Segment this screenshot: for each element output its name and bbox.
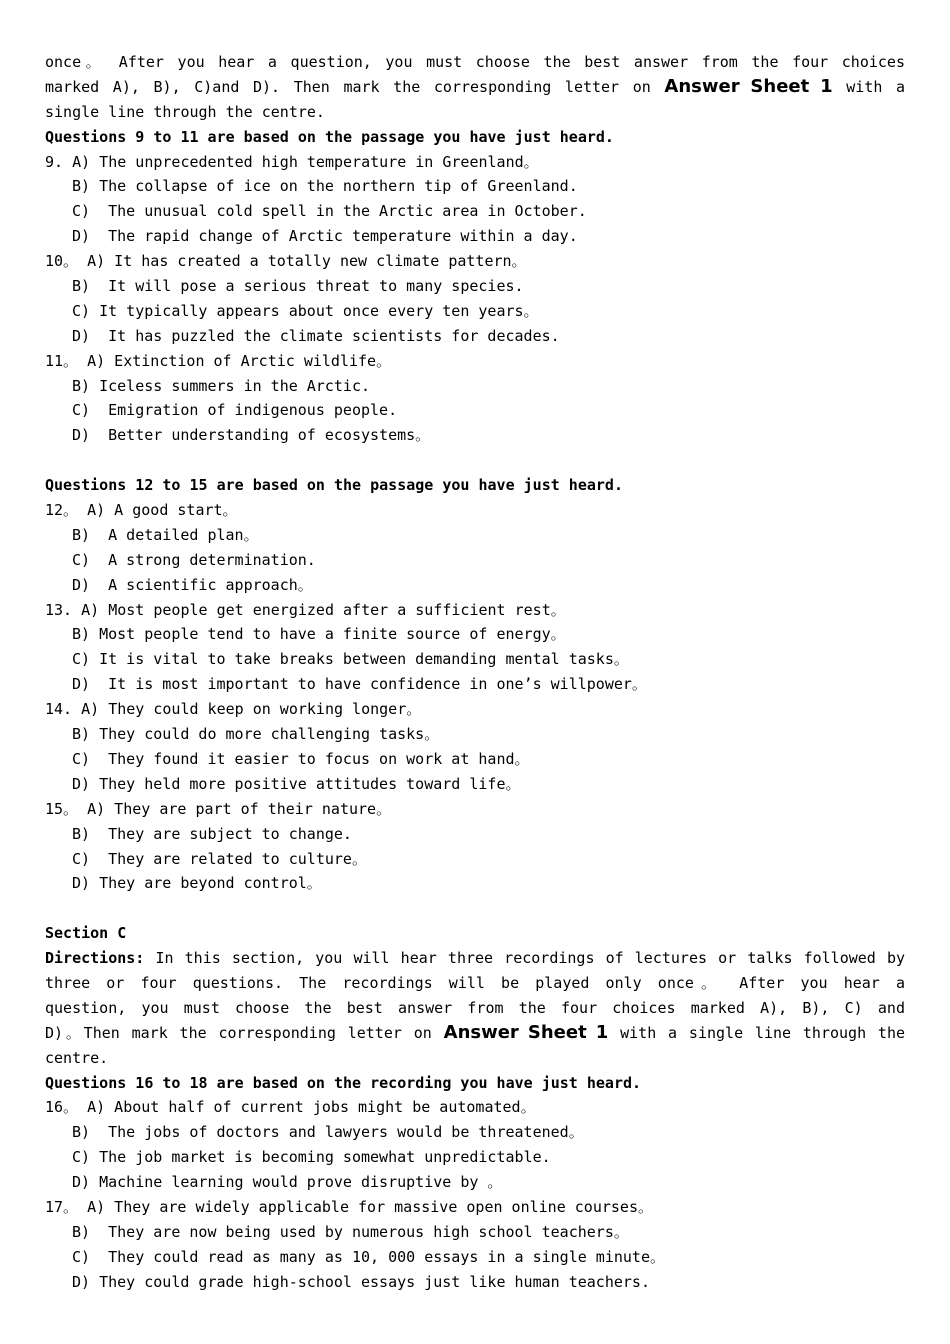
directions-line-3: question, you must choose the best answer from the four choices marked A), B), C) and [45, 998, 905, 1017]
question-15-option-c: C) They are related to culture。 [72, 849, 367, 868]
question-15-option-a: 15。 A) They are part of their nature。 [45, 799, 392, 818]
directions-label: Directions: [45, 949, 145, 968]
intro-line-3: single line through the centre. [45, 102, 325, 121]
question-14-option-c: C) They found it easier to focus on work at hand。 [72, 749, 530, 768]
question-16-option-c: C) The job market is becoming somewhat unpredictable. [72, 1148, 551, 1167]
section-c-title: Section C [45, 924, 127, 943]
spacer [45, 448, 905, 473]
question-11-option-c: C) Emigration of indigenous people. [72, 401, 398, 420]
question-13-option-d: D) It is most important to have confidence in one’s willpower。 [72, 675, 647, 694]
directions-text-4: D)。Then mark the corresponding letter on [45, 1023, 432, 1042]
question-16-option-d: D) Machine learning would prove disruptive by 。 [72, 1173, 503, 1192]
question-12-option-d: D) A scientific approach。 [72, 575, 313, 594]
question-11-option-a: 11。 A) Extinction of Arctic wildlife。 [45, 351, 392, 370]
question-17-option-b: B) They are now being used by numerous high school teachers。 [72, 1222, 629, 1241]
question-14-option-b: B) They could do more challenging tasks。 [72, 725, 440, 744]
question-13-option-a: 13. A) Most people get energized after a sufficient rest。 [45, 600, 566, 619]
question-13-option-c: C) It is vital to take breaks between demanding mental tasks。 [72, 650, 629, 669]
intro-line-2 [45, 75, 905, 100]
question-15-option-d: D) They are beyond control。 [72, 874, 322, 893]
directions-line-5: centre. [45, 1048, 109, 1067]
group-heading-12-15: Questions 12 to 15 are based on the passage you have just heard. [45, 476, 623, 495]
question-10-option-c: C) It typically appears about once every ten years。 [72, 301, 539, 320]
question-14-option-d: D) They held more positive attitudes toward life。 [72, 774, 521, 793]
question-17-option-c: C) They could read as many as 10, 000 essays in a single minute。 [72, 1247, 665, 1266]
question-12-option-b: B) A detailed plan。 [72, 525, 259, 544]
question-10-option-b: B) It will pose a serious threat to many species. [72, 277, 524, 296]
question-16-option-a: 16。 A) About half of current jobs might be automated。 [45, 1098, 536, 1117]
question-17-option-a: 17。 A) They are widely applicable for massive open online courses。 [45, 1197, 653, 1216]
question-11-option-d: D) Better understanding of ecosystems。 [72, 426, 431, 445]
intro-line-2-end: with a [846, 77, 905, 96]
group-heading-9-11: Questions 9 to 11 are based on the passage you have just heard. [45, 127, 614, 146]
question-9-option-c: C) The unusual cold spell in the Arctic area in October. [72, 202, 587, 221]
question-9-option-b: B) The collapse of ice on the northern tip of Greenland. [72, 177, 578, 196]
answer-sheet-label: Answer Sheet 1 [664, 75, 833, 97]
intro-line-2-text: marked A), B), C)and D). Then mark the corresponding letter on [45, 77, 651, 96]
group-heading-16-18: Questions 16 to 18 are based on the recording you have just heard. [45, 1073, 642, 1092]
question-10-option-a: 10。 A) It has created a totally new climate pattern。 [45, 252, 527, 271]
spacer [45, 896, 905, 921]
question-9-option-d: D) The rapid change of Arctic temperature within a day. [72, 227, 578, 246]
question-12-option-a: 12。 A) A good start。 [45, 501, 238, 520]
directions-line-1 [45, 946, 905, 971]
question-12-option-c: C) A strong determination. [72, 550, 316, 569]
directions-text-1: In this section, you will hear three recordings of lectures or talks followed by [155, 949, 905, 968]
directions-text-4-end: with a single line through the [620, 1023, 905, 1042]
question-13-option-b: B) Most people tend to have a finite source of energy。 [72, 625, 566, 644]
answer-sheet-label: Answer Sheet 1 [443, 1021, 609, 1043]
question-17-option-d: D) They could grade high-school essays just like human teachers. [72, 1272, 650, 1291]
question-15-option-b: B) They are subject to change. [72, 824, 352, 843]
question-9-option-a: 9. A) The unprecedented high temperature in Greenland。 [45, 152, 539, 171]
directions-line-2: three or four questions. The recordings will be played only once。 After you hear a [45, 973, 905, 992]
question-16-option-b: B) The jobs of doctors and lawyers would be threatened。 [72, 1123, 584, 1142]
question-14-option-a: 14. A) They could keep on working longer。 [45, 700, 422, 719]
intro-line-1: once。 After you hear a question, you must choose the best answer from the four choices [45, 53, 905, 71]
question-11-option-b: B) Iceless summers in the Arctic. [72, 376, 371, 395]
directions-line-4 [45, 1021, 905, 1046]
question-10-option-d: D) It has puzzled the climate scientists for decades. [72, 326, 560, 345]
